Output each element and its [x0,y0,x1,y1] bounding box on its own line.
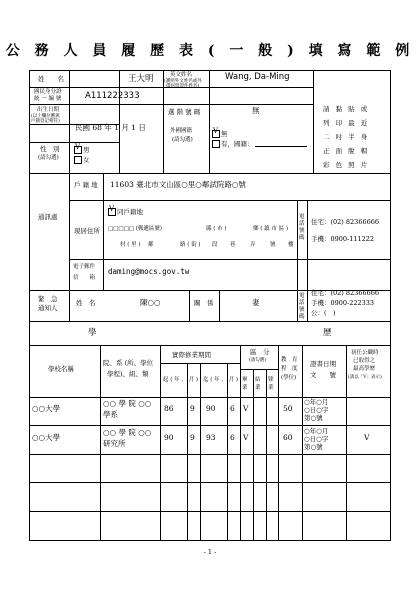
neighborhood-field[interactable]: 鄰 [148,242,154,248]
col-status-hint: (請勾選) [249,358,267,363]
photo-placeholder[interactable]: 請 黏 貼 或 列 印 最 近 二 吋 半 身 正 面 脫 帽 彩 色 照 片 [323,105,370,169]
to-month[interactable]: 6 [230,404,235,413]
same-as-household-option[interactable]: V同戶籍地 [108,208,143,216]
emergency-home-phone[interactable]: 住宅：(02) 82366666 [311,289,379,297]
current-address-label: 現居住所 [74,227,100,235]
school-name[interactable]: ○○大學 [32,404,61,413]
col-period-header: 實際修業期間 [172,351,211,359]
col-graduated-header: 畢業 [242,377,248,391]
col-note-header: 已取得之 [353,358,376,364]
to-year[interactable]: 93 [206,433,216,442]
email-label: 電子郵件 [73,264,96,270]
highest-degree-mark[interactable]: V [364,433,370,442]
emergency-office-phone[interactable]: 公：( ) [311,309,336,317]
cert-info[interactable]: ○日○字 [304,435,329,443]
col-line [119,70,120,173]
checkbox-icon [212,140,220,148]
row-line [29,173,391,174]
page-title: 公 務 人 員 履 歷 表 ( 一 般 ) 填 寫 範 例 [5,43,415,59]
col-note-hint: (請以「V」表示) [348,375,382,380]
checkbox-icon [108,208,116,216]
col-dropped-header: 肄業 [268,377,274,391]
id-label: 國民身分證 [34,89,62,95]
col-completed-header: 結業 [255,377,261,391]
emergency-name-value[interactable]: 陳○○ [140,298,161,307]
english-name-value[interactable]: Wang, Da-Ming [225,72,290,82]
row-line [240,369,278,370]
department[interactable]: ○○ 學 院 ○○ [103,428,152,437]
row-line [29,321,391,322]
col-dept-header: 院、系 (所、學位 [103,359,154,367]
emergency-label: 緊 急 [38,295,58,303]
col-line [302,345,303,541]
cert-info[interactable]: 第○號 [304,443,323,451]
english-name-hint: 僑居留證件姓名) [166,84,200,89]
section-field[interactable]: 段 [212,242,218,248]
cert-info[interactable]: 第○號 [304,414,323,422]
col-line [278,345,279,541]
row-line [29,482,391,483]
col-line [313,70,314,173]
service-value[interactable]: 無 [252,106,260,115]
col-line [160,345,161,541]
col-type-header: 程 度 [281,366,298,372]
col-cert-header: 證書日期 [310,360,336,368]
birth-hint: (以上欄位應與 [31,114,60,119]
school-name[interactable]: ○○大學 [32,433,61,442]
birth-hint: 戶籍登記相符) [31,119,60,124]
emergency-mobile[interactable]: 手機：0900-222333 [311,299,375,307]
col-line [100,345,101,541]
page-number: - 1 - [203,548,217,556]
mobile-phone-value[interactable]: 手機：0900-111222 [311,235,375,243]
english-name-hint: (護照外文姓名或外 [164,79,202,84]
household-label: 戶 籍 地 [74,181,98,189]
english-name-label: 英文姓名 [170,72,193,78]
education-header-left: 學 [88,328,97,338]
col-line [227,363,228,541]
row-line [69,200,391,201]
cert-info[interactable]: ○年○月 [304,398,329,406]
address-section-label: 通訊處 [38,213,58,221]
row-line [29,511,391,512]
col-line [307,200,308,321]
nationality-line [255,140,307,147]
household-value[interactable]: 11603 臺北市文山區○里○鄰試院路○號 [110,180,246,189]
name-value[interactable]: 王大明 [128,74,154,84]
id-value[interactable]: A111222333 [85,91,140,101]
id-label: 統 一 編 號 [34,96,62,102]
from-month[interactable]: 9 [190,433,195,442]
home-phone-value[interactable]: 住宅：(02) 82366666 [311,218,379,226]
county-field[interactable]: 縣 ( 市 ) [206,226,227,232]
education-header-right: 歷 [323,328,332,338]
checkbox-icon [74,146,82,154]
col-from-header: 起 ( 年 、 月 ) [163,377,199,383]
col-line [189,290,190,321]
col-line [266,369,267,541]
col-line [346,345,347,541]
birth-value[interactable]: 民國 68 年 1 月 1 日 [75,123,146,132]
col-line [69,173,70,321]
to-year[interactable]: 90 [206,404,216,413]
col-note-header: 初任公職時 [351,350,379,356]
graduated-check[interactable]: V [243,433,249,442]
cert-info[interactable]: ○日○字 [304,406,329,414]
education-level[interactable]: 60 [283,433,293,442]
cert-info[interactable]: ○年○月 [304,427,329,435]
emergency-label: 通知人 [38,304,58,312]
alley-field[interactable]: 弄 [250,242,256,248]
number-field[interactable]: 號 [270,242,276,248]
col-to-header: 迄 ( 年 、 月 ) [203,377,239,383]
foreign-yes-option[interactable]: 有，國籍： [212,140,254,148]
col-line [219,290,220,321]
row-line [29,142,119,143]
checkbox-icon [74,156,82,164]
from-year[interactable]: 86 [164,404,174,413]
graduated-check[interactable]: V [243,404,249,413]
col-line [240,345,241,541]
department[interactable]: ○○ 學 院 ○○ [103,399,152,408]
col-line [103,173,104,290]
phone-label: 電 話 號 碼 [299,214,305,241]
postal-code-field[interactable]: □□□□□ (郵遞區號) [108,226,163,232]
township-field[interactable]: 鄉 ( 鎮 市 區 ) [253,226,289,232]
gender-female-option[interactable]: 女 [74,156,90,164]
col-line [209,70,210,173]
email-value[interactable]: daming@mocs.gov.tw [108,267,190,276]
col-line [200,363,201,541]
gender-label: 性 別 [40,145,60,153]
name-label: 姓 名 [38,75,64,83]
col-school-header: 學校名稱 [48,365,74,373]
department[interactable]: 學系 [103,410,118,419]
col-cert-header: 文 號 [310,371,336,379]
col-line [187,363,188,541]
col-line [253,369,254,541]
col-dept-header: 學程)、組、類 [107,370,149,378]
col-note-header: 最高學歷 [353,366,376,372]
relation-value[interactable]: 妻 [252,298,260,307]
col-type-header: (學位) [281,375,297,381]
relation-label: 關 係 [194,299,214,307]
gender-male-option[interactable]: V男 [74,146,90,154]
col-line [69,70,70,173]
col-type-header: 教 育 [281,357,298,363]
checkbox-icon [212,130,220,138]
row-line [29,104,313,105]
from-year[interactable]: 90 [164,433,174,442]
lane-field[interactable]: 巷 [230,242,236,248]
phone-label: 電 話 號 碼 [299,293,305,320]
to-month[interactable]: 6 [230,433,235,442]
foreign-label: 外國國籍 [170,128,193,134]
birth-label: 出生日期 [37,107,60,113]
foreign-hint: (請勾選) [172,137,193,143]
education-level[interactable]: 50 [283,404,293,413]
road-field[interactable]: 路 ( 街 ) [180,242,201,248]
col-line [297,200,298,321]
row-line [29,454,391,455]
row-line [69,259,391,260]
row-line [29,397,391,398]
from-month[interactable]: 9 [190,404,195,413]
foreign-none-option[interactable]: V無 [212,130,228,138]
village-field[interactable]: 村 ( 里 ) [120,242,141,248]
col-status-header: 區 分 [250,348,270,356]
row-line [29,345,391,346]
floor-field[interactable]: 樓 [288,242,294,248]
department[interactable]: 研究所 [103,439,126,448]
email-label: 信 箱 [73,275,96,281]
row-line [29,425,391,426]
gender-hint: (請勾選) [38,155,59,161]
emergency-name-label: 姓 名 [76,299,96,307]
col-line [163,70,164,173]
service-label: 選 階 號 碼 [168,108,201,116]
